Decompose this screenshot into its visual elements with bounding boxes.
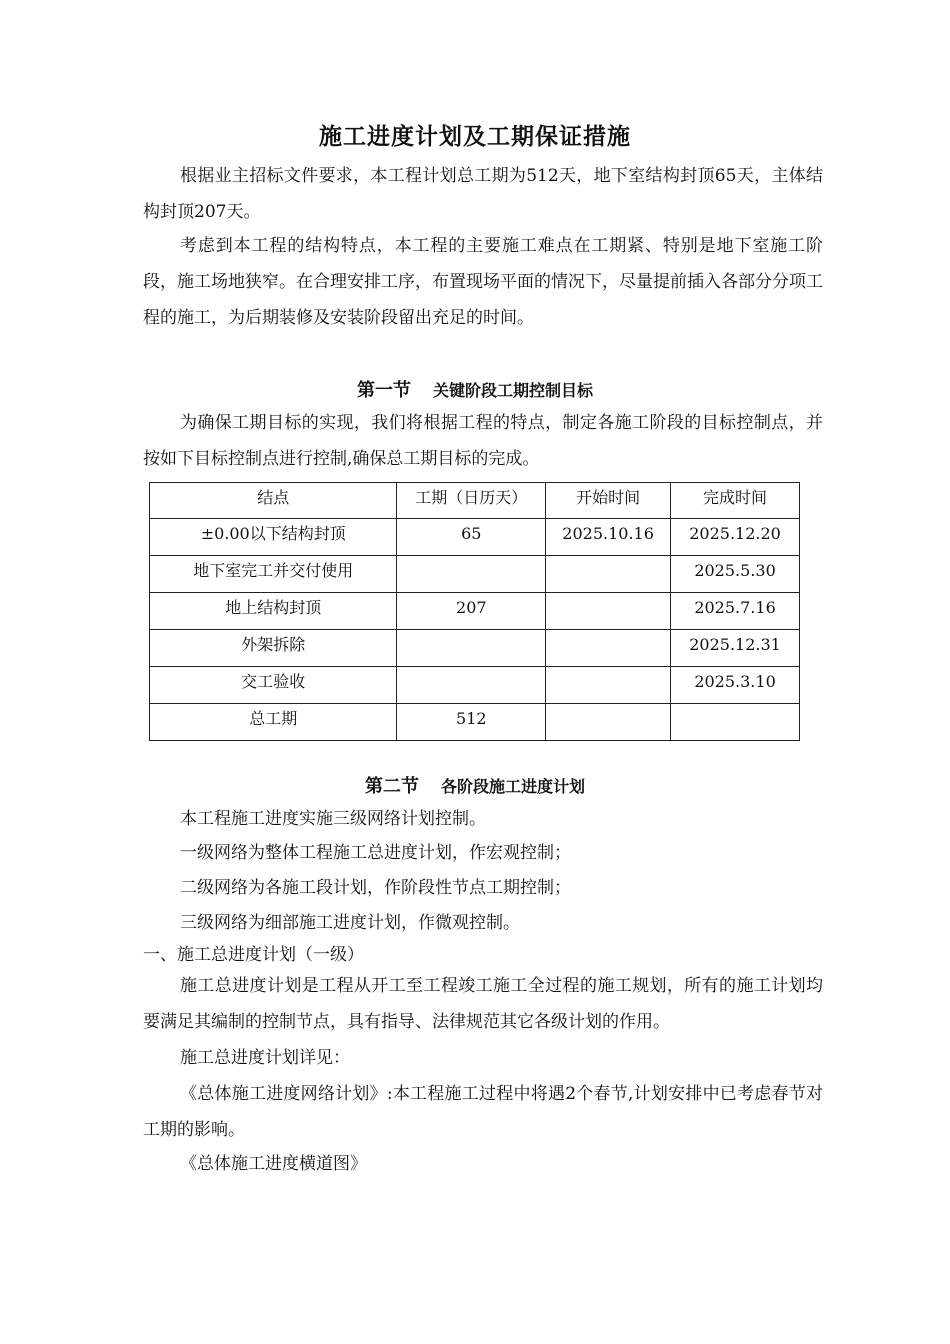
table-row: [150, 704, 800, 741]
table-header-row: [150, 483, 800, 519]
table-row: [150, 667, 800, 704]
table-cell: [397, 556, 546, 593]
table-cell: 207: [397, 593, 546, 630]
table-cell: [546, 704, 671, 741]
table-row: [150, 519, 800, 556]
section-1-name: 关键阶段工期控制目标: [432, 381, 593, 400]
table-header-finish: 完成时间: [671, 483, 800, 519]
table-cell: ±0.00以下结构封顶: [150, 519, 397, 556]
table-cell: [546, 593, 671, 630]
table-header-node: 结点: [150, 483, 397, 519]
table-cell: 2025.12.31: [671, 630, 800, 667]
table-cell: 2025.3.10: [671, 667, 800, 704]
table-cell: 512: [397, 704, 546, 741]
section-2-paragraph-3: 《总体施工进度网络计划》:本工程施工过程中将遇2个春节,计划安排中已考虑春节对工期的影响。: [143, 1084, 823, 1140]
section-2-line-2: 一级网络为整体工程施工总进度计划，作宏观控制；: [180, 843, 571, 863]
table-cell: 2025.5.30: [671, 556, 800, 593]
table-cell: 2025.10.16: [546, 519, 671, 556]
section-2-line-3: 二级网络为各施工段计划，作阶段性节点工期控制；: [180, 878, 571, 898]
section-2-paragraph-2: 施工总进度计划详见：: [180, 1048, 350, 1068]
table-cell: 2025.12.20: [671, 519, 800, 556]
intro-paragraph-1: 根据业主招标文件要求，本工程计划总工期为512天，地下室结构封顶65天，主体结构封顶207天。: [143, 166, 823, 222]
table-cell: 2025.7.16: [671, 593, 800, 630]
table-cell: 交工验收: [150, 667, 397, 704]
table-cell: [397, 667, 546, 704]
table-cell: [671, 704, 800, 741]
table-cell: 地下室完工并交付使用: [150, 556, 397, 593]
table-row: [150, 593, 800, 630]
table-row: [150, 630, 800, 667]
table-header-start: 开始时间: [546, 483, 671, 519]
table-cell: [546, 556, 671, 593]
section-2-line-1: 本工程施工进度实施三级网络计划控制。: [180, 809, 486, 829]
section-2-paragraph-1: 施工总进度计划是工程从开工至工程竣工施工全过程的施工规划，所有的施工计划均要满足其编制的控制节点，具有指导、法律规范其它各级计划的作用。: [143, 976, 823, 1032]
section-1-number: 第一节: [356, 380, 411, 401]
section-1-heading: [0, 376, 950, 402]
milestone-table: [149, 482, 800, 741]
table-header-duration: 工期（日历天）: [397, 483, 546, 519]
section-2-heading: [0, 772, 950, 798]
intro-paragraph-2: 考虑到本工程的结构特点，本工程的主要施工难点在工期紧、特别是地下室施工阶段，施工场地狭窄。在合理安排工序，布置现场平面的情况下，尽量提前插入各部分分项工程的施工，为后期装修及安装阶段留出充足的时间。: [143, 236, 823, 328]
section-2-paragraph-4: 《总体施工进度横道图》: [180, 1154, 367, 1174]
section-2-line-4: 三级网络为细部施工进度计划，作微观控制。: [180, 913, 520, 933]
table-cell: [546, 667, 671, 704]
table-cell: [397, 630, 546, 667]
table-row: [150, 556, 800, 593]
document-title: 施工进度计划及工期保证措施: [319, 123, 631, 150]
table-cell: 地上结构封顶: [150, 593, 397, 630]
table-cell: 65: [397, 519, 546, 556]
table-cell: 总工期: [150, 704, 397, 741]
table-cell: 外架拆除: [150, 630, 397, 667]
section-2-number: 第二节: [364, 776, 419, 797]
subheading-overall-schedule: 一、施工总进度计划（一级）: [143, 945, 364, 965]
table-cell: [546, 630, 671, 667]
section-2-name: 各阶段施工进度计划: [440, 777, 585, 796]
section-1-paragraph: 为确保工期目标的实现，我们将根据工程的特点，制定各施工阶段的目标控制点，并按如下目标控制点进行控制,确保总工期目标的完成。: [143, 413, 823, 469]
